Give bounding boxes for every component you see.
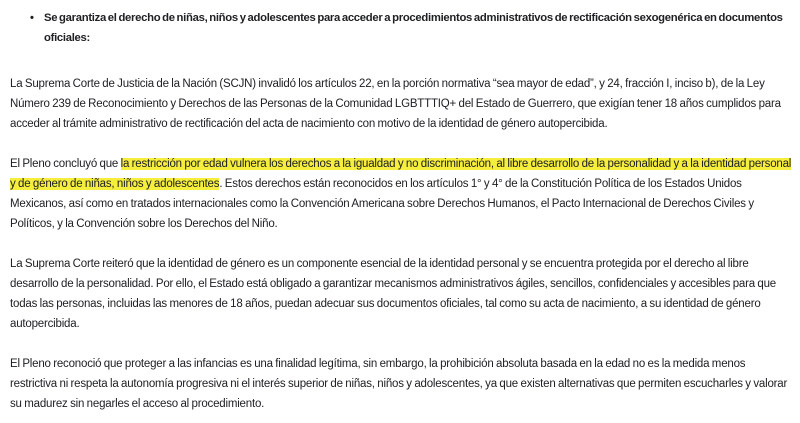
- highlighted-text: la restricción por edad vulnera los derechos a la igualdad y no discriminación, al libre desarrollo de la personalidad y a la identidad personal y de género de niñas, niños y adolescentes: [10, 158, 792, 190]
- paragraph: [10, 74, 792, 134]
- paragraph-text: El Pleno concluyó que: [10, 158, 121, 170]
- bullet-list-item: [10, 8, 792, 48]
- paragraph-text: La Suprema Corte reiteró que la identidad de género es un componente esencial de la identidad personal y se encuentra protegida por el derecho al libre desarrollo de la personalidad. Por ello, el Estado está obligado a garantizar mecanismos administrativos ágiles, sencillos, confidenciales y accesibles para que todas las personas, incluidas las menores de 18 años, puedan adecuar sus documentos oficiales, tal como su acta de nacimiento, a su identidad de género autopercibida.: [10, 258, 776, 330]
- paragraph-text: El Pleno reconoció que proteger a las infancias es una finalidad legítima, sin embargo, la prohibición absoluta basada en la edad no es la medida menos restrictiva ni respeta la autonomía progresiva ni el interés superior de niñas, niños y adolescentes, ya que existen alternativas que permiten escucharles y valorar su madurez sin negarles el acceso al procedimiento.: [10, 358, 788, 410]
- paragraph: [10, 154, 792, 234]
- bullet-marker: •: [30, 12, 34, 24]
- paragraph: [10, 354, 792, 414]
- paragraph-text: . Estos derechos están reconocidos en los artículos 1° y 4° de la Constitución Política de los Estados Unidos Mexicanos, así como en tratados internacionales como la Convención Americana sobre Derechos Humanos, el Pacto Internacional de Derechos Civiles y Políticos, y la Convención sobre los Derechos del Niño.: [10, 178, 754, 230]
- paragraphs-container: [10, 74, 792, 414]
- paragraph-text: La Suprema Corte de Justicia de la Nación (SCJN) invalidó los artículos 22, en la porción normativa “sea mayor de edad”, y 24, fracción I, inciso b), de la Ley Número 239 de Reconocimiento y Derechos de las Personas de la Comunidad LGBTTTIQ+ del Estado de Guerrero, que exigían tener 18 años cumplidos para acceder al trámite administrativo de rectificación del acta de nacimiento con motivo de la identidad de género autopercibida.: [10, 78, 781, 130]
- bullet-item-text: Se garantiza el derecho de niñas, niños y adolescentes para acceder a procedimientos administrativos de rectificación sexogenérica en documentos oficiales:: [44, 12, 783, 44]
- paragraph: [10, 254, 792, 334]
